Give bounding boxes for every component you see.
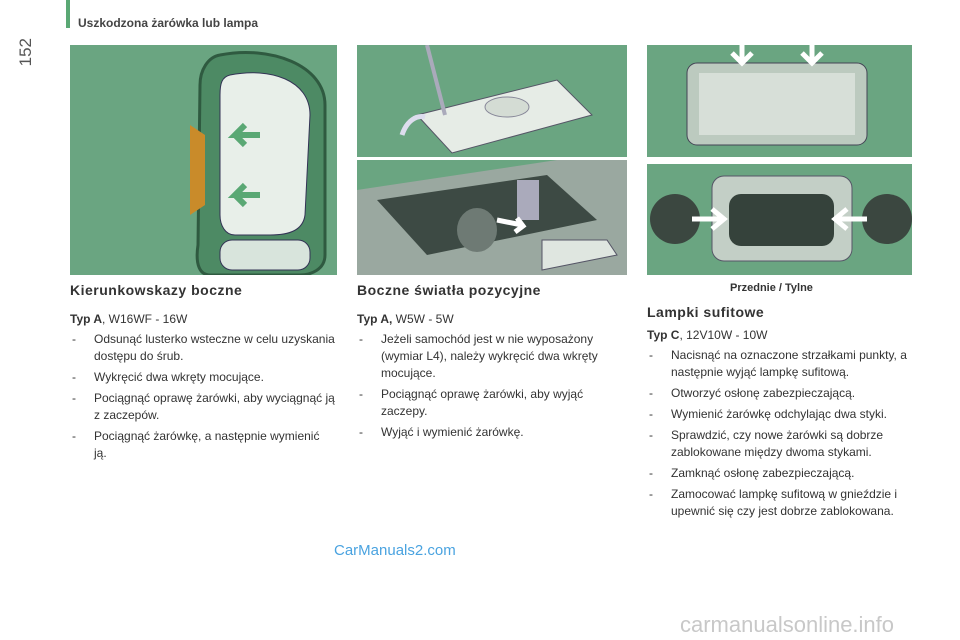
mirror-illustration xyxy=(70,45,337,275)
side-lamp-screw-illustration xyxy=(357,45,627,157)
type-label: Typ A, xyxy=(357,312,393,326)
steps-list-side-lights xyxy=(357,331,627,445)
type-label: Typ C xyxy=(647,328,680,342)
type-label: Typ A xyxy=(70,312,102,326)
list-item: - Zamocować lampkę sufitową w gnieździe i upewnić się czy jest dobrze zablokowana. xyxy=(647,486,922,520)
watermark-carmanuals2[interactable]: CarManuals2.com xyxy=(334,542,456,559)
list-item: - Pociągnąć żarówkę, a następnie wymienić ją. xyxy=(70,428,335,462)
section-title-side-lights: Boczne światła pozycyjne xyxy=(357,282,541,298)
section-header: Uszkodzona żarówka lub lampa xyxy=(78,16,259,30)
side-lamp-bulb-illustration xyxy=(357,160,627,275)
list-item: - Wyjąć i wymienić żarówkę. xyxy=(357,424,627,441)
list-item: - Nacisnąć na oznaczone strzałkami punkty, a następnie wyjąć lampkę sufitową. xyxy=(647,347,922,381)
list-item: - Odsunąć lusterko wsteczne w celu uzyskania dostępu do śrub. xyxy=(70,331,335,365)
list-item: - Otworzyć osłonę zabezpieczającą. xyxy=(647,385,922,402)
type-value: W5W - 5W xyxy=(392,312,454,326)
type-value: , W16WF - 16W xyxy=(102,312,188,326)
ceiling-lamp-illustration xyxy=(647,45,912,157)
steps-list-turn-signals xyxy=(70,331,335,466)
list-item: - Sprawdzić, czy nowe żarówki są dobrze zablokowane między dwoma stykami. xyxy=(647,427,922,461)
steps-list-ceiling-lamps xyxy=(647,347,922,524)
section-title-turn-signals: Kierunkowskazy boczne xyxy=(70,282,243,298)
bulb-type-side-lights xyxy=(357,312,454,326)
type-value: , 12V10W - 10W xyxy=(679,328,768,342)
ceiling-lamp-bulb-illustration xyxy=(647,164,912,275)
list-item: - Wykręcić dwa wkręty mocujące. xyxy=(70,369,335,386)
list-item: - Jeżeli samochód jest w nie wyposażony (wymiar L4), należy wykręcić dwa wkręty mocujące. xyxy=(357,331,627,382)
list-item: - Zamknąć osłonę zabezpieczającą. xyxy=(647,465,922,482)
rear-light-caption: Przednie / Tylne xyxy=(730,282,813,294)
bulb-type-ceiling-lamps xyxy=(647,328,767,342)
page-number: 152 xyxy=(16,38,35,67)
section-title-ceiling-lamps: Lampki sufitowe xyxy=(647,304,765,320)
list-item: - Pociągnąć oprawę żarówki, aby wyciągnąć ją z zaczepów. xyxy=(70,390,335,424)
watermark-carmanualsonline: carmanualsonline.info xyxy=(680,612,895,637)
list-item: - Wymienić żarówkę odchylając dwa styki. xyxy=(647,406,922,423)
accent-bar xyxy=(66,0,70,28)
list-item: - Pociągnąć oprawę żarówki, aby wyjąć zaczepy. xyxy=(357,386,627,420)
bulb-type-turn-signals xyxy=(70,312,187,326)
